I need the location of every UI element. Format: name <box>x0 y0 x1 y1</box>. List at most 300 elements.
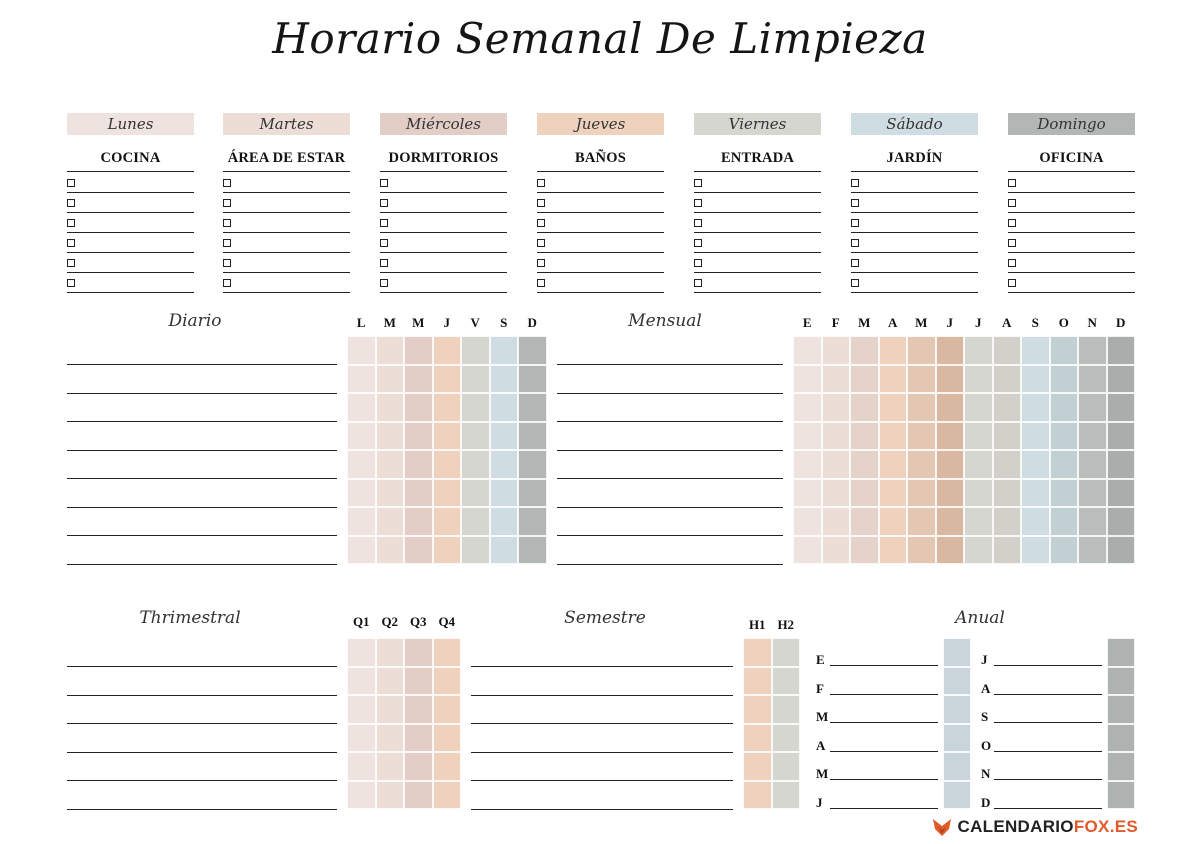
tracker-cell[interactable] <box>1107 450 1136 479</box>
tracker-cell[interactable] <box>404 638 433 667</box>
write-line[interactable] <box>557 507 783 508</box>
annual-write-line[interactable] <box>830 751 938 752</box>
tracker-cell[interactable] <box>461 450 490 479</box>
tracker-cell[interactable] <box>822 536 851 565</box>
tracker-cell[interactable] <box>347 536 376 565</box>
write-line[interactable] <box>471 809 733 810</box>
tracker-cell[interactable] <box>376 393 405 422</box>
tracker-cell[interactable] <box>964 365 993 394</box>
tracker-cell[interactable] <box>907 536 936 565</box>
tracker-cell[interactable] <box>1021 336 1050 365</box>
tracker-cell[interactable] <box>793 365 822 394</box>
write-line[interactable] <box>471 752 733 753</box>
tracker-cell[interactable] <box>850 507 879 536</box>
tracker-cell[interactable] <box>822 336 851 365</box>
write-line[interactable] <box>67 535 337 536</box>
tracker-cell[interactable] <box>964 450 993 479</box>
tracker-cell[interactable] <box>404 667 433 696</box>
tracker-cell[interactable] <box>1107 479 1136 508</box>
tracker-cell[interactable] <box>518 479 547 508</box>
task-row[interactable] <box>694 233 821 253</box>
tracker-cell[interactable] <box>461 507 490 536</box>
tracker-cell[interactable] <box>1107 365 1136 394</box>
tracker-cell[interactable] <box>490 393 519 422</box>
tracker-cell[interactable] <box>993 507 1022 536</box>
tracker-cell[interactable] <box>1050 365 1079 394</box>
tracker-cell[interactable] <box>518 336 547 365</box>
tracker-cell[interactable] <box>793 422 822 451</box>
tracker-cell[interactable] <box>822 365 851 394</box>
tracker-cell[interactable] <box>936 479 965 508</box>
tracker-cell[interactable] <box>743 781 772 810</box>
annual-cell-left[interactable] <box>943 781 971 810</box>
tracker-cell[interactable] <box>1078 479 1107 508</box>
annual-cell-right[interactable] <box>1107 667 1135 696</box>
checkbox[interactable] <box>223 279 231 287</box>
tracker-cell[interactable] <box>404 507 433 536</box>
checkbox[interactable] <box>537 179 545 187</box>
task-row[interactable] <box>851 173 978 193</box>
tracker-cell[interactable] <box>822 507 851 536</box>
tracker-cell[interactable] <box>433 638 462 667</box>
tracker-cell[interactable] <box>1021 507 1050 536</box>
tracker-cell[interactable] <box>404 724 433 753</box>
checkbox[interactable] <box>851 259 859 267</box>
task-row[interactable] <box>851 233 978 253</box>
tracker-cell[interactable] <box>433 336 462 365</box>
tracker-cell[interactable] <box>1107 536 1136 565</box>
write-line[interactable] <box>67 809 337 810</box>
tracker-cell[interactable] <box>518 450 547 479</box>
tracker-cell[interactable] <box>376 479 405 508</box>
tracker-cell[interactable] <box>347 393 376 422</box>
write-line[interactable] <box>67 478 337 479</box>
tracker-cell[interactable] <box>376 695 405 724</box>
tracker-cell[interactable] <box>1021 393 1050 422</box>
tracker-cell[interactable] <box>461 336 490 365</box>
write-line[interactable] <box>557 564 783 565</box>
task-row[interactable] <box>223 273 350 293</box>
tracker-cell[interactable] <box>993 422 1022 451</box>
checkbox[interactable] <box>537 199 545 207</box>
checkbox[interactable] <box>380 179 388 187</box>
write-line[interactable] <box>557 535 783 536</box>
tracker-cell[interactable] <box>347 507 376 536</box>
checkbox[interactable] <box>694 239 702 247</box>
annual-cell-right[interactable] <box>1107 781 1135 810</box>
tracker-cell[interactable] <box>1021 422 1050 451</box>
tracker-cell[interactable] <box>822 422 851 451</box>
tracker-cell[interactable] <box>793 536 822 565</box>
tracker-cell[interactable] <box>347 365 376 394</box>
tracker-cell[interactable] <box>1107 336 1136 365</box>
checkbox[interactable] <box>67 199 75 207</box>
tracker-cell[interactable] <box>850 393 879 422</box>
tracker-cell[interactable] <box>822 479 851 508</box>
tracker-cell[interactable] <box>433 781 462 810</box>
tracker-cell[interactable] <box>907 507 936 536</box>
tracker-cell[interactable] <box>879 507 908 536</box>
task-row[interactable] <box>67 273 194 293</box>
tracker-cell[interactable] <box>772 638 801 667</box>
tracker-cell[interactable] <box>433 393 462 422</box>
tracker-cell[interactable] <box>347 450 376 479</box>
checkbox[interactable] <box>537 259 545 267</box>
tracker-cell[interactable] <box>376 536 405 565</box>
tracker-cell[interactable] <box>433 450 462 479</box>
annual-write-line[interactable] <box>994 694 1102 695</box>
tracker-cell[interactable] <box>743 667 772 696</box>
task-row[interactable] <box>223 213 350 233</box>
tracker-cell[interactable] <box>404 781 433 810</box>
tracker-cell[interactable] <box>518 365 547 394</box>
tracker-cell[interactable] <box>850 336 879 365</box>
write-line[interactable] <box>67 666 337 667</box>
task-row[interactable] <box>851 193 978 213</box>
task-row[interactable] <box>67 193 194 213</box>
checkbox[interactable] <box>694 219 702 227</box>
tracker-cell[interactable] <box>793 393 822 422</box>
tracker-cell[interactable] <box>347 422 376 451</box>
brand-logo[interactable] <box>932 817 1139 837</box>
annual-write-line[interactable] <box>830 722 938 723</box>
tracker-cell[interactable] <box>376 667 405 696</box>
checkbox[interactable] <box>694 199 702 207</box>
annual-cell-right[interactable] <box>1107 638 1135 667</box>
tracker-cell[interactable] <box>518 536 547 565</box>
tracker-cell[interactable] <box>772 724 801 753</box>
task-row[interactable] <box>67 253 194 273</box>
tracker-cell[interactable] <box>1050 536 1079 565</box>
write-line[interactable] <box>471 723 733 724</box>
annual-write-line[interactable] <box>830 694 938 695</box>
tracker-cell[interactable] <box>964 422 993 451</box>
tracker-cell[interactable] <box>907 336 936 365</box>
checkbox[interactable] <box>1008 219 1016 227</box>
write-line[interactable] <box>67 393 337 394</box>
tracker-cell[interactable] <box>936 507 965 536</box>
checkbox[interactable] <box>851 179 859 187</box>
checkbox[interactable] <box>1008 259 1016 267</box>
tracker-cell[interactable] <box>772 781 801 810</box>
tracker-cell[interactable] <box>964 507 993 536</box>
tracker-cell[interactable] <box>433 667 462 696</box>
task-row[interactable] <box>223 193 350 213</box>
annual-cell-left[interactable] <box>943 752 971 781</box>
task-row[interactable] <box>694 193 821 213</box>
tracker-cell[interactable] <box>1078 422 1107 451</box>
tracker-cell[interactable] <box>907 365 936 394</box>
tracker-cell[interactable] <box>879 479 908 508</box>
tracker-cell[interactable] <box>376 638 405 667</box>
tracker-cell[interactable] <box>1050 450 1079 479</box>
write-line[interactable] <box>471 666 733 667</box>
task-row[interactable] <box>694 173 821 193</box>
tracker-cell[interactable] <box>347 638 376 667</box>
write-line[interactable] <box>67 564 337 565</box>
tracker-cell[interactable] <box>433 695 462 724</box>
task-row[interactable] <box>1008 273 1135 293</box>
tracker-cell[interactable] <box>404 536 433 565</box>
annual-cell-left[interactable] <box>943 638 971 667</box>
tracker-cell[interactable] <box>1050 393 1079 422</box>
checkbox[interactable] <box>67 259 75 267</box>
write-line[interactable] <box>67 364 337 365</box>
tracker-cell[interactable] <box>879 536 908 565</box>
tracker-cell[interactable] <box>879 422 908 451</box>
annual-cell-left[interactable] <box>943 695 971 724</box>
task-row[interactable] <box>851 213 978 233</box>
checkbox[interactable] <box>851 239 859 247</box>
tracker-cell[interactable] <box>964 393 993 422</box>
tracker-cell[interactable] <box>850 450 879 479</box>
tracker-cell[interactable] <box>850 479 879 508</box>
checkbox[interactable] <box>67 239 75 247</box>
task-row[interactable] <box>223 253 350 273</box>
tracker-cell[interactable] <box>993 450 1022 479</box>
write-line[interactable] <box>67 450 337 451</box>
tracker-cell[interactable] <box>376 422 405 451</box>
tracker-cell[interactable] <box>347 667 376 696</box>
tracker-cell[interactable] <box>347 724 376 753</box>
tracker-cell[interactable] <box>879 365 908 394</box>
tracker-cell[interactable] <box>376 507 405 536</box>
task-row[interactable] <box>1008 233 1135 253</box>
task-row[interactable] <box>380 273 507 293</box>
task-row[interactable] <box>694 253 821 273</box>
task-row[interactable] <box>1008 213 1135 233</box>
tracker-cell[interactable] <box>1021 365 1050 394</box>
annual-cell-left[interactable] <box>943 667 971 696</box>
checkbox[interactable] <box>537 279 545 287</box>
tracker-cell[interactable] <box>822 393 851 422</box>
checkbox[interactable] <box>380 239 388 247</box>
write-line[interactable] <box>67 723 337 724</box>
tracker-cell[interactable] <box>404 365 433 394</box>
tracker-cell[interactable] <box>461 365 490 394</box>
tracker-cell[interactable] <box>433 479 462 508</box>
checkbox[interactable] <box>1008 179 1016 187</box>
task-row[interactable] <box>67 173 194 193</box>
tracker-cell[interactable] <box>433 752 462 781</box>
checkbox[interactable] <box>380 279 388 287</box>
checkbox[interactable] <box>694 179 702 187</box>
annual-write-line[interactable] <box>830 808 938 809</box>
tracker-cell[interactable] <box>964 479 993 508</box>
tracker-cell[interactable] <box>964 336 993 365</box>
write-line[interactable] <box>67 507 337 508</box>
tracker-cell[interactable] <box>433 507 462 536</box>
checkbox[interactable] <box>223 179 231 187</box>
tracker-cell[interactable] <box>1021 479 1050 508</box>
checkbox[interactable] <box>1008 239 1016 247</box>
task-row[interactable] <box>851 253 978 273</box>
tracker-cell[interactable] <box>461 393 490 422</box>
write-line[interactable] <box>67 695 337 696</box>
tracker-cell[interactable] <box>936 365 965 394</box>
tracker-cell[interactable] <box>347 781 376 810</box>
task-row[interactable] <box>223 233 350 253</box>
tracker-cell[interactable] <box>993 479 1022 508</box>
tracker-cell[interactable] <box>376 781 405 810</box>
tracker-cell[interactable] <box>772 695 801 724</box>
task-row[interactable] <box>537 193 664 213</box>
tracker-cell[interactable] <box>404 336 433 365</box>
annual-cell-right[interactable] <box>1107 695 1135 724</box>
task-row[interactable] <box>380 193 507 213</box>
task-row[interactable] <box>67 213 194 233</box>
tracker-cell[interactable] <box>404 393 433 422</box>
tracker-cell[interactable] <box>822 450 851 479</box>
tracker-cell[interactable] <box>1078 365 1107 394</box>
tracker-cell[interactable] <box>490 422 519 451</box>
tracker-cell[interactable] <box>879 393 908 422</box>
write-line[interactable] <box>557 478 783 479</box>
tracker-cell[interactable] <box>936 336 965 365</box>
tracker-cell[interactable] <box>490 479 519 508</box>
tracker-cell[interactable] <box>936 450 965 479</box>
tracker-cell[interactable] <box>433 422 462 451</box>
tracker-cell[interactable] <box>376 752 405 781</box>
checkbox[interactable] <box>67 179 75 187</box>
task-row[interactable] <box>694 213 821 233</box>
tracker-cell[interactable] <box>936 393 965 422</box>
write-line[interactable] <box>471 780 733 781</box>
tracker-cell[interactable] <box>850 536 879 565</box>
write-line[interactable] <box>67 752 337 753</box>
task-row[interactable] <box>694 273 821 293</box>
tracker-cell[interactable] <box>772 667 801 696</box>
tracker-cell[interactable] <box>1021 536 1050 565</box>
task-row[interactable] <box>537 253 664 273</box>
tracker-cell[interactable] <box>347 695 376 724</box>
checkbox[interactable] <box>223 239 231 247</box>
annual-cell-right[interactable] <box>1107 724 1135 753</box>
tracker-cell[interactable] <box>404 422 433 451</box>
checkbox[interactable] <box>380 219 388 227</box>
annual-write-line[interactable] <box>994 808 1102 809</box>
tracker-cell[interactable] <box>376 724 405 753</box>
annual-write-line[interactable] <box>830 779 938 780</box>
checkbox[interactable] <box>537 239 545 247</box>
tracker-cell[interactable] <box>1078 450 1107 479</box>
tracker-cell[interactable] <box>993 365 1022 394</box>
annual-write-line[interactable] <box>994 779 1102 780</box>
tracker-cell[interactable] <box>433 724 462 753</box>
tracker-cell[interactable] <box>461 536 490 565</box>
tracker-cell[interactable] <box>793 450 822 479</box>
tracker-cell[interactable] <box>743 724 772 753</box>
annual-cell-right[interactable] <box>1107 752 1135 781</box>
tracker-cell[interactable] <box>433 365 462 394</box>
tracker-cell[interactable] <box>1078 393 1107 422</box>
tracker-cell[interactable] <box>879 450 908 479</box>
checkbox[interactable] <box>223 199 231 207</box>
tracker-cell[interactable] <box>1050 507 1079 536</box>
tracker-cell[interactable] <box>936 536 965 565</box>
checkbox[interactable] <box>67 219 75 227</box>
tracker-cell[interactable] <box>461 479 490 508</box>
tracker-cell[interactable] <box>404 450 433 479</box>
tracker-cell[interactable] <box>518 507 547 536</box>
tracker-cell[interactable] <box>1107 507 1136 536</box>
checkbox[interactable] <box>67 279 75 287</box>
tracker-cell[interactable] <box>743 638 772 667</box>
tracker-cell[interactable] <box>772 752 801 781</box>
tracker-cell[interactable] <box>793 336 822 365</box>
tracker-cell[interactable] <box>879 336 908 365</box>
task-row[interactable] <box>537 173 664 193</box>
task-row[interactable] <box>1008 253 1135 273</box>
checkbox[interactable] <box>223 259 231 267</box>
checkbox[interactable] <box>851 199 859 207</box>
tracker-cell[interactable] <box>793 507 822 536</box>
tracker-cell[interactable] <box>850 422 879 451</box>
task-row[interactable] <box>537 273 664 293</box>
tracker-cell[interactable] <box>1050 336 1079 365</box>
checkbox[interactable] <box>380 259 388 267</box>
checkbox[interactable] <box>851 279 859 287</box>
annual-write-line[interactable] <box>994 751 1102 752</box>
checkbox[interactable] <box>223 219 231 227</box>
checkbox[interactable] <box>694 279 702 287</box>
tracker-cell[interactable] <box>376 450 405 479</box>
tracker-cell[interactable] <box>850 365 879 394</box>
tracker-cell[interactable] <box>993 393 1022 422</box>
annual-write-line[interactable] <box>994 722 1102 723</box>
tracker-cell[interactable] <box>1078 536 1107 565</box>
tracker-cell[interactable] <box>433 536 462 565</box>
task-row[interactable] <box>1008 173 1135 193</box>
tracker-cell[interactable] <box>518 393 547 422</box>
tracker-cell[interactable] <box>907 422 936 451</box>
tracker-cell[interactable] <box>907 479 936 508</box>
task-row[interactable] <box>1008 193 1135 213</box>
checkbox[interactable] <box>1008 279 1016 287</box>
tracker-cell[interactable] <box>793 479 822 508</box>
tracker-cell[interactable] <box>1078 507 1107 536</box>
tracker-cell[interactable] <box>490 365 519 394</box>
checkbox[interactable] <box>537 219 545 227</box>
task-row[interactable] <box>380 173 507 193</box>
tracker-cell[interactable] <box>1021 450 1050 479</box>
task-row[interactable] <box>537 233 664 253</box>
annual-write-line[interactable] <box>830 665 938 666</box>
tracker-cell[interactable] <box>964 536 993 565</box>
write-line[interactable] <box>67 421 337 422</box>
tracker-cell[interactable] <box>490 507 519 536</box>
annual-write-line[interactable] <box>994 665 1102 666</box>
write-line[interactable] <box>557 450 783 451</box>
tracker-cell[interactable] <box>1078 336 1107 365</box>
tracker-cell[interactable] <box>376 336 405 365</box>
checkbox[interactable] <box>380 199 388 207</box>
tracker-cell[interactable] <box>907 450 936 479</box>
write-line[interactable] <box>557 421 783 422</box>
task-row[interactable] <box>223 173 350 193</box>
tracker-cell[interactable] <box>376 365 405 394</box>
task-row[interactable] <box>851 273 978 293</box>
tracker-cell[interactable] <box>404 479 433 508</box>
tracker-cell[interactable] <box>1050 422 1079 451</box>
tracker-cell[interactable] <box>490 536 519 565</box>
task-row[interactable] <box>67 233 194 253</box>
write-line[interactable] <box>557 393 783 394</box>
write-line[interactable] <box>471 695 733 696</box>
task-row[interactable] <box>380 253 507 273</box>
tracker-cell[interactable] <box>1107 422 1136 451</box>
tracker-cell[interactable] <box>347 336 376 365</box>
